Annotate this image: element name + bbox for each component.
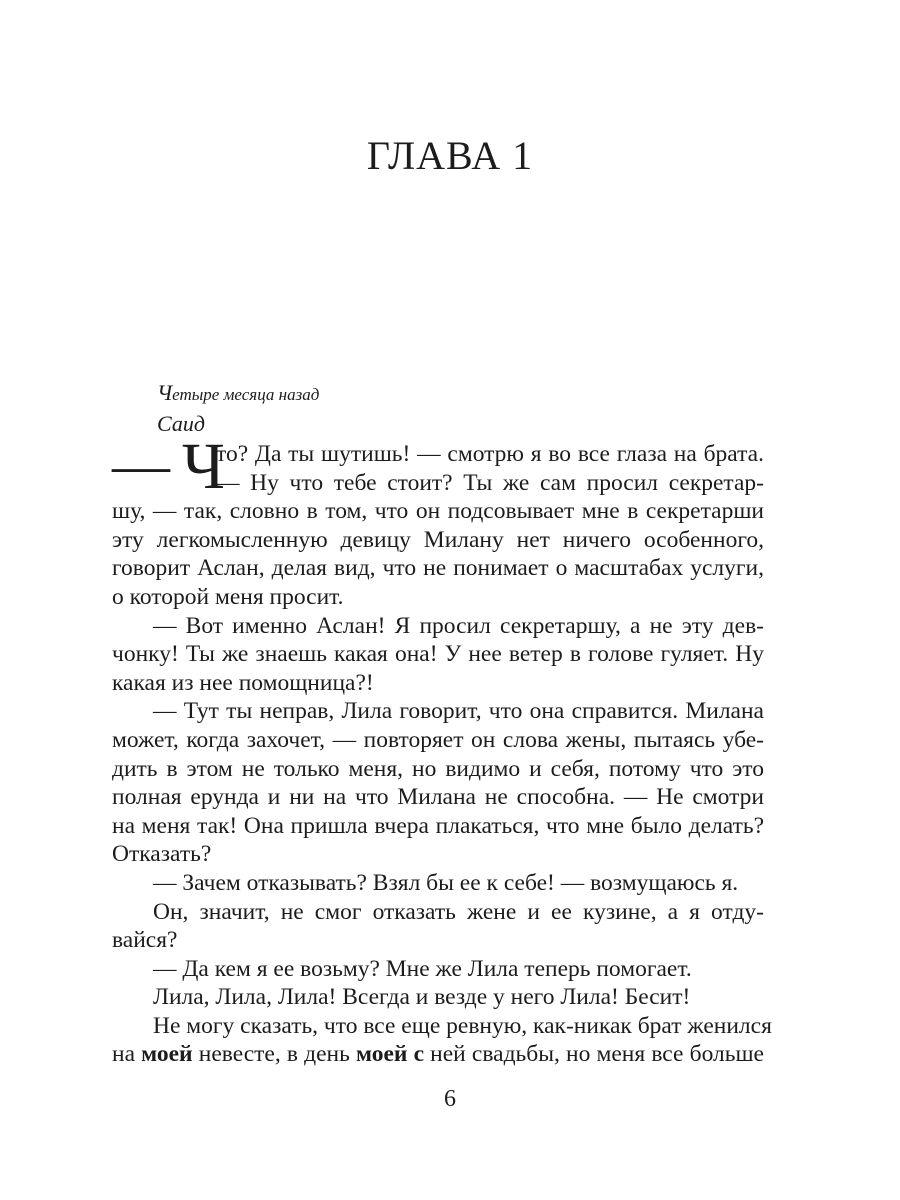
time-caption: Четыре месяца назад [157,380,320,405]
text-line: — Да кем я ее возьму? Мне же Лила теперь помогает. [153,955,692,982]
narrator-name: Саид [157,411,205,436]
text-line: — Вот именно Аслан! Я просил секретаршу, а не эту дев- [153,612,764,639]
text-line: — Зачем отказывать? Взял бы ее к себе! — возмущаюсь я. [153,869,739,896]
text-line: дить в этом не только меня, но видимо и себя, потому что это [112,755,764,782]
text-line: эту легкомысленную девицу Милану нет ничего особенного, [112,526,764,553]
text-line: говорит Аслан, делая вид, что не понимает о масштабах услуги, [112,555,764,582]
text-line: о которой меня просит. [112,583,344,610]
text-line: — Ну что тебе стоит? Ты же сам просил секретар- [216,469,764,496]
text-line: полная ерунда и ни на что Милана не способна. — Не смотри [112,784,764,811]
body-text [112,430,772,1069]
text-line: на моей невесте, в день моей с ней свадьбы, но меня все больше [112,1041,764,1068]
text-line: Он, значит, не смог отказать жене и ее кузине, а я отду- [153,898,764,925]
bold-text: моей [141,1041,193,1068]
text-line: может, когда захочет, — повторяет он слова жены, пытаясь убе- [112,726,764,753]
text-line: Лила, Лила, Лила! Всегда и везде у него Лила! Бесит! [153,984,691,1011]
bold-text: моей с [356,1041,425,1068]
text-line: чонку! Ты же знаешь какая она! У нее ветер в голове гуляет. Ну [112,641,764,668]
text-line: шу, — так, словно в том, что он подсовывает мне в секретарши [112,498,764,525]
text-line: какая из нее помощница?! [112,669,374,696]
text-line: вайся? [112,927,178,954]
page-number: 6 [444,1086,456,1112]
text-line: — Тут ты неправ, Лила говорит, что она справится. Милана [153,698,764,725]
text-line: Не могу сказать, что все еще ревную, как-никак брат женился [153,1012,772,1039]
text-line: на меня так! Она пришла вчера плакаться, что мне было делать? [112,812,764,839]
chapter-meta [157,378,319,438]
chapter-title: ГЛАВА 1 [366,133,534,178]
text-line: Отказать? [112,841,212,868]
text-line: то? Да ты шутишь! — смотрю я во все глаза на брата. [216,441,764,467]
drop-cap: — Ч [112,430,225,503]
